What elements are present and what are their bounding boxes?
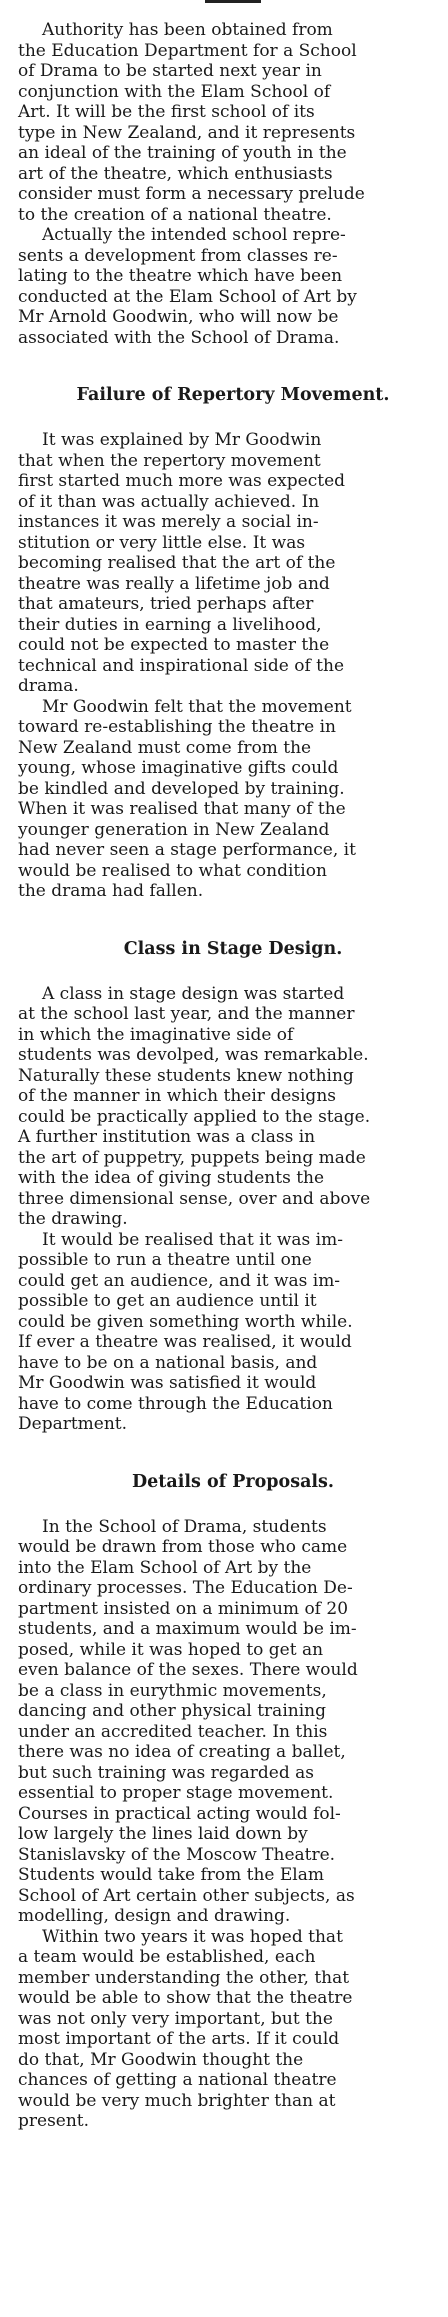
intro-paragraph: Actually the intended school repre- sents a development from classes re- lating to the theatre which have been conducted at the Elam School of Art by Mr Arnold Goodwin, who will now be associated with the School of Drama. (18, 225, 357, 348)
section-paragraph: Mr Goodwin felt that the movement toward re-establishing the theatre in New Zealand must come from the young, whose imaginative gifts could be kindled and developed by training. When it was realised that many of the younger generation in New Zealand had never seen a stage performance, it would be realised to what condition the drama had fallen. (18, 696, 356, 901)
intro-paragraph: Authority has been obtained from the Education Department for a School of Drama to be started next year in conjunction with the Elam School of Art. It will be the first school of its type in New Zealand, and it represents an ideal of the training of youth in the art of the theatre, which enthusiasts consider must form a necessary prelude to the creation of a national theatre. (18, 20, 365, 225)
section-paragraph: It was explained by Mr Goodwin that when the repertory movement first started much more was expected of it than was actually achieved. In instances it was merely a social in- stitution or very little else. It was becoming realised that the art of the theatre was really a lifetime job and that amateurs, tried perhaps after their duties in earning a livelihood, could not be expected to master the technical and inspirational side of the drama. (18, 430, 346, 696)
section-paragraph: It would be realised that it was im- possible to run a theatre until one could get an audience, and it was im- possible to get an audience until it could be given something worth while. If ever a theatre was realised, it would have to be on a national basis, and Mr Goodwin was satisfied it would have to come through the Education Department. (18, 1229, 353, 1434)
column-separator-rule (205, 0, 261, 3)
section-paragraph: A class in stage design was started at the school last year, and the manner in which the imaginative side of students was devolped, was remarkable. Naturally these students knew nothing of the manner in which their designs could be practically applied to the stage. A further institution was a class in the art of puppetry, puppets being made with the idea of giving students the three dimensional sense, over and above the drawing. (18, 983, 371, 1229)
section-paragraph: Within two years it was hoped that a team would be established, each member understanding the other, that would be able to show that the theatre was not only very important, but the most important of the arts. If it could do that, Mr Goodwin thought the chances of getting a national theatre would be very much brighter than at present. (18, 1926, 353, 2131)
article-body (18, 20, 448, 2132)
section-heading: Details of Proposals. (131, 1471, 334, 1492)
section-heading: Failure of Repertory Movement. (76, 385, 390, 405)
section-heading: Class in Stage Design. (123, 938, 343, 959)
section-paragraph: In the School of Drama, students would be drawn from those who came into the Elam School of Art by the ordinary processes. The Education De- partment insisted on a minimum of 20 students, and a maximum would be im- posed, while it was hoped to get an even balance of the sexes. There would be a class in eurythmic movements, dancing and other physical training under an accredited teacher. In this there was no idea of creating a ballet, but such training was regarded as essential to proper stage movement. Courses in practical acting would fol- low largely the lines laid down by Stanislavsky of the Moscow Theatre. Students would take from the Elam School of Art certain other subjects, as modelling, design and drawing. (18, 1516, 358, 1926)
